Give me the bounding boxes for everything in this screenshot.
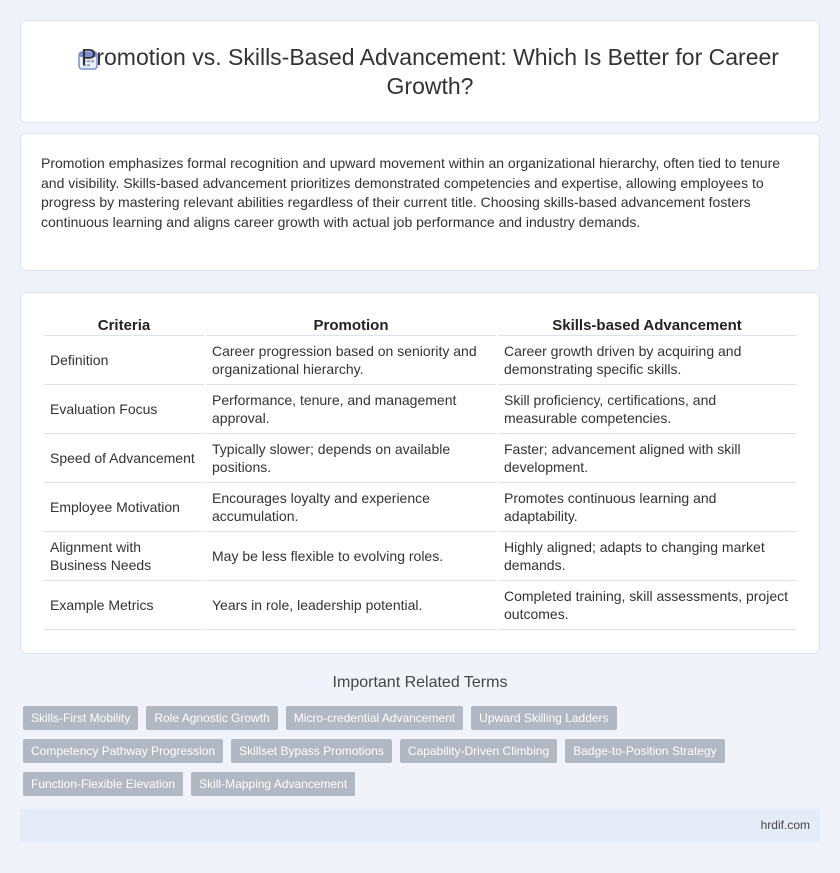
footer-bar — [20, 809, 820, 842]
related-term-tag[interactable]: Capability-Driven Climbing — [400, 739, 557, 763]
header-skills-based: Skills-based Advancement — [498, 316, 796, 336]
related-term-tag[interactable]: Skills-First Mobility — [23, 706, 138, 730]
row-skills: Career growth driven by acquiring and demonstrating specific skills. — [498, 336, 796, 385]
footer-site-link[interactable]: hrdif.com — [760, 818, 810, 832]
related-term-tag[interactable]: Badge-to-Position Strategy — [565, 739, 724, 763]
header-card — [20, 20, 820, 123]
table-row — [44, 336, 796, 385]
row-skills: Skill proficiency, certifications, and measurable competencies. — [498, 385, 796, 434]
row-skills: Completed training, skill assessments, project outcomes. — [498, 581, 796, 630]
page-title: Promotion vs. Skills-Based Advancement: Which Is Better for Career Growth? — [81, 44, 779, 99]
table-row — [44, 385, 796, 434]
table-header-row — [44, 316, 796, 336]
row-criteria: Employee Motivation — [44, 483, 204, 532]
row-criteria: Definition — [44, 336, 204, 385]
table-row — [44, 483, 796, 532]
related-terms-title: Important Related Terms — [332, 674, 508, 691]
related-term-tag[interactable]: Function-Flexible Elevation — [23, 772, 183, 796]
related-terms-list — [23, 706, 823, 796]
table-row — [44, 434, 796, 483]
row-criteria: Alignment with Business Needs — [44, 532, 204, 581]
header-criteria: Criteria — [44, 316, 204, 336]
intro-paragraph: Promotion emphasizes formal recognition and upward movement within an organizational hierarchy, often tied to tenure and visibility. Skills-based advancement prioritizes demonstrated competencies and expertise, allowing employees to progress by mastering relevant abilities regardless of their current title. Choosing skills-based advancement fosters continuous learning and aligns career growth with actual job performance and industry demands. — [41, 155, 781, 230]
related-term-tag[interactable]: Micro-credential Advancement — [286, 706, 463, 730]
table-row — [44, 532, 796, 581]
related-term-tag[interactable]: Skill-Mapping Advancement — [191, 772, 355, 796]
table-row — [44, 581, 796, 630]
row-skills: Faster; advancement aligned with skill development. — [498, 434, 796, 483]
related-term-tag[interactable]: Competency Pathway Progression — [23, 739, 223, 763]
row-criteria: Example Metrics — [44, 581, 204, 630]
row-promotion: May be less flexible to evolving roles. — [206, 532, 496, 581]
row-promotion: Years in role, leadership potential. — [206, 581, 496, 630]
row-promotion: Encourages loyalty and experience accumulation. — [206, 483, 496, 532]
row-criteria: Evaluation Focus — [44, 385, 204, 434]
row-criteria: Speed of Advancement — [44, 434, 204, 483]
row-promotion: Typically slower; depends on available positions. — [206, 434, 496, 483]
row-promotion: Career progression based on seniority and organizational hierarchy. — [206, 336, 496, 385]
row-promotion: Performance, tenure, and management approval. — [206, 385, 496, 434]
row-skills: Promotes continuous learning and adaptability. — [498, 483, 796, 532]
related-term-tag[interactable]: Role Agnostic Growth — [146, 706, 277, 730]
row-skills: Highly aligned; adapts to changing market demands. — [498, 532, 796, 581]
comparison-table-card — [20, 292, 820, 654]
intro-card — [20, 133, 820, 271]
related-term-tag[interactable]: Skillset Bypass Promotions — [231, 739, 392, 763]
related-term-tag[interactable]: Upward Skilling Ladders — [471, 706, 616, 730]
header-promotion: Promotion — [206, 316, 496, 336]
comparison-table — [42, 316, 798, 630]
